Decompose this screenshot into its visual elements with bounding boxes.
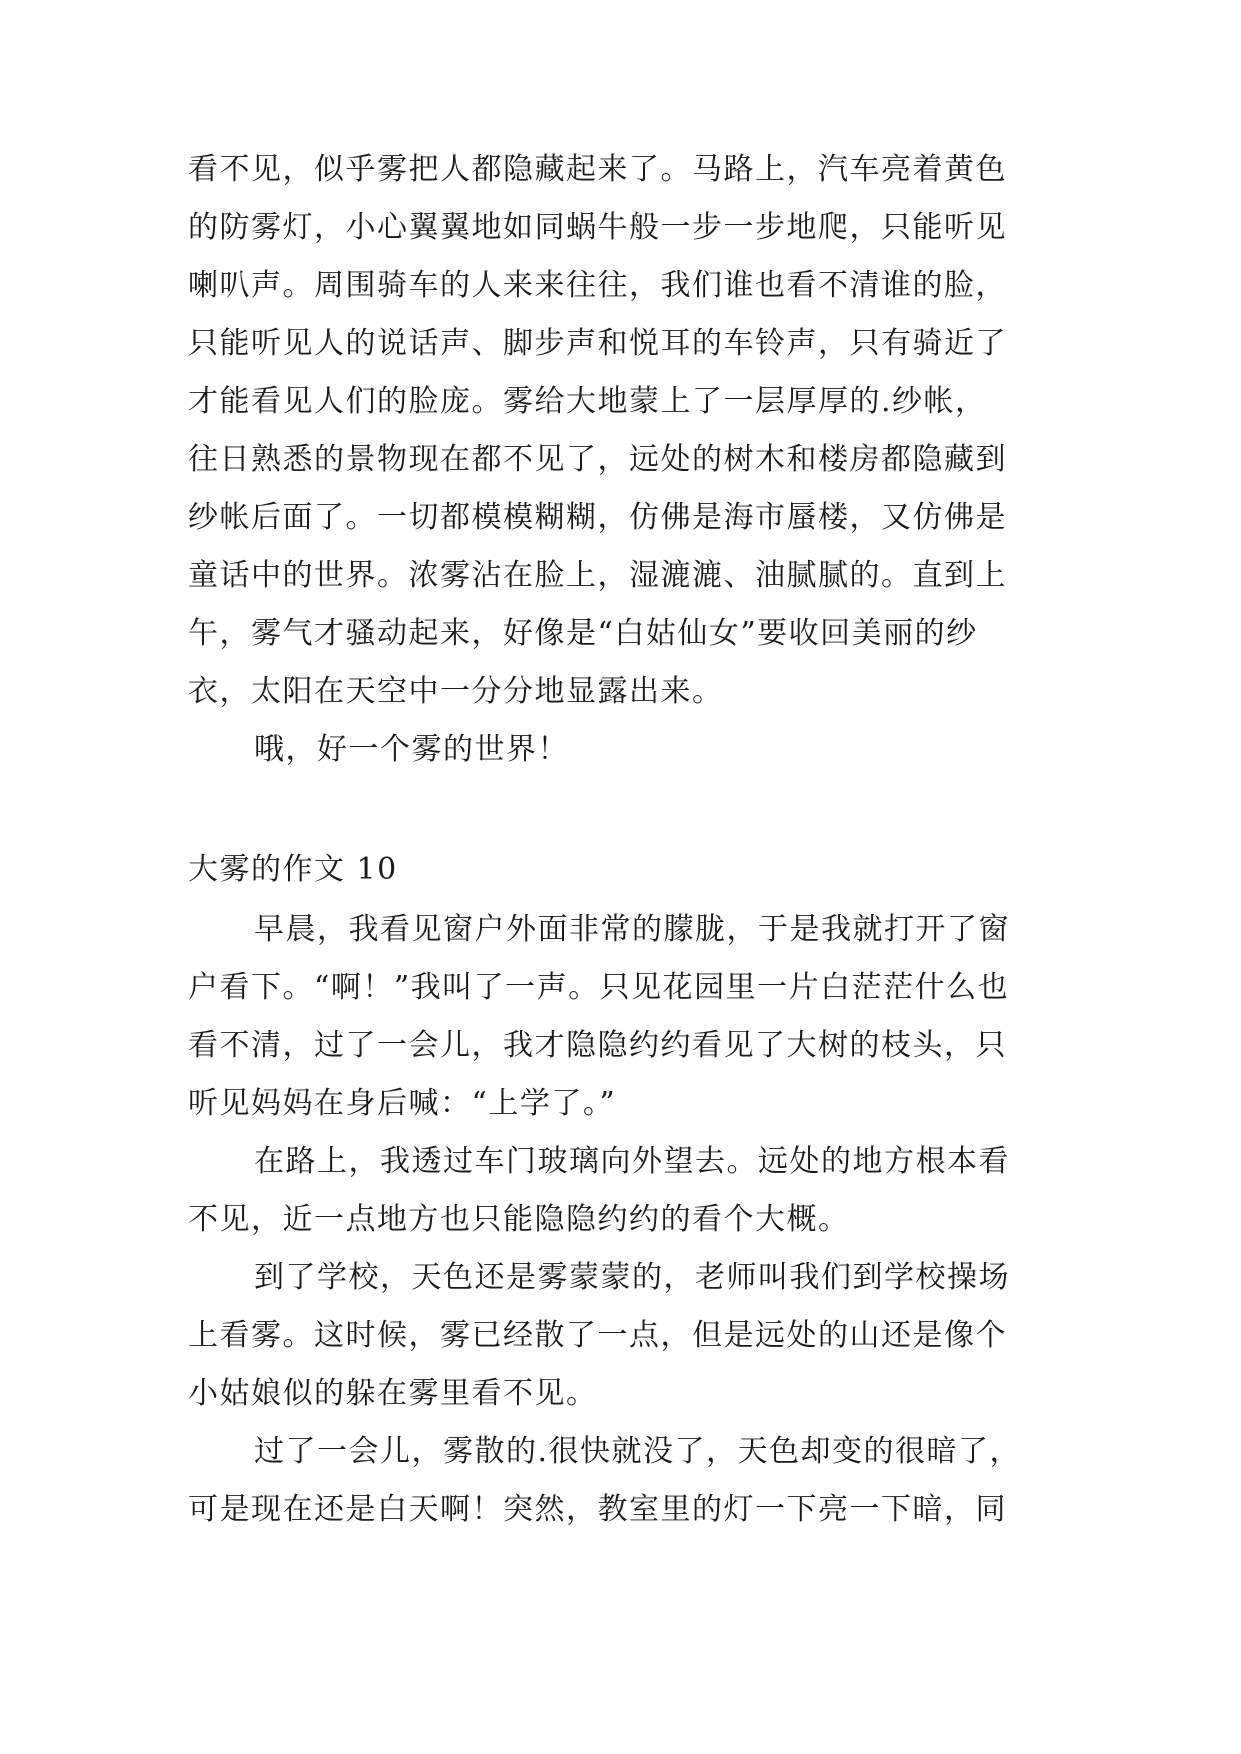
paragraph-line: 不见，近一点地方也只能隐隐约约的看个大概。 [188, 1202, 850, 1237]
paragraph-line: 只能听见人的说话声、脚步声和悦耳的车铃声，只有骑近了 [188, 326, 1007, 361]
paragraph-line: 纱帐后面了。一切都模模糊糊，仿佛是海市蜃楼，又仿佛是 [188, 500, 1007, 535]
paragraph-line: 喇叭声。周围骑车的人来来往往，我们谁也看不清谁的脸， [188, 268, 1007, 303]
paragraph-line: 在路上，我透过车门玻璃向外望去。远处的地方根本看 [254, 1144, 1010, 1179]
paragraph-line: 听见妈妈在身后喊：“上学了。” [188, 1086, 617, 1121]
section-heading: 大雾的作文 10 [188, 852, 398, 887]
paragraph-line: 衣，太阳在天空中一分分地显露出来。 [188, 674, 724, 709]
paragraph-line: 童话中的世界。浓雾沾在脸上，湿漉漉、油腻腻的。直到上 [188, 558, 1007, 593]
paragraph-line: 才能看见人们的脸庞。雾给大地蒙上了一层厚厚的.纱帐， [188, 384, 987, 419]
paragraph-line: 的防雾灯，小心翼翼地如同蜗牛般一步一步地爬，只能听见 [188, 210, 1007, 245]
paragraph-line: 看不清，过了一会儿，我才隐隐约约看见了大树的枝头，只 [188, 1028, 1007, 1063]
paragraph-line: 往日熟悉的景物现在都不见了，远处的树木和楼房都隐藏到 [188, 442, 1007, 477]
paragraph-line: 早晨，我看见窗户外面非常的朦胧，于是我就打开了窗 [254, 912, 1010, 947]
paragraph-line: 哦，好一个雾的世界！ [254, 732, 569, 767]
paragraph-line: 看不见，似乎雾把人都隐藏起来了。马路上，汽车亮着黄色 [188, 152, 1007, 187]
paragraph-line: 户看下。“啊！”我叫了一声。只见花园里一片白茫茫什么也 [188, 970, 1010, 1005]
paragraph-line: 午，雾气才骚动起来，好像是“白姑仙女”要收回美丽的纱 [188, 616, 978, 651]
paragraph-line: 上看雾。这时候，雾已经散了一点，但是远处的山还是像个 [188, 1318, 1007, 1353]
paragraph-line: 过了一会儿，雾散的.很快就没了，天色却变的很暗了， [254, 1434, 1022, 1469]
paragraph-line: 到了学校，天色还是雾蒙蒙的，老师叫我们到学校操场 [254, 1260, 1010, 1295]
paragraph-line: 小姑娘似的躲在雾里看不见。 [188, 1376, 598, 1411]
paragraph-line: 可是现在还是白天啊！突然，教室里的灯一下亮一下暗，同 [188, 1492, 1007, 1527]
